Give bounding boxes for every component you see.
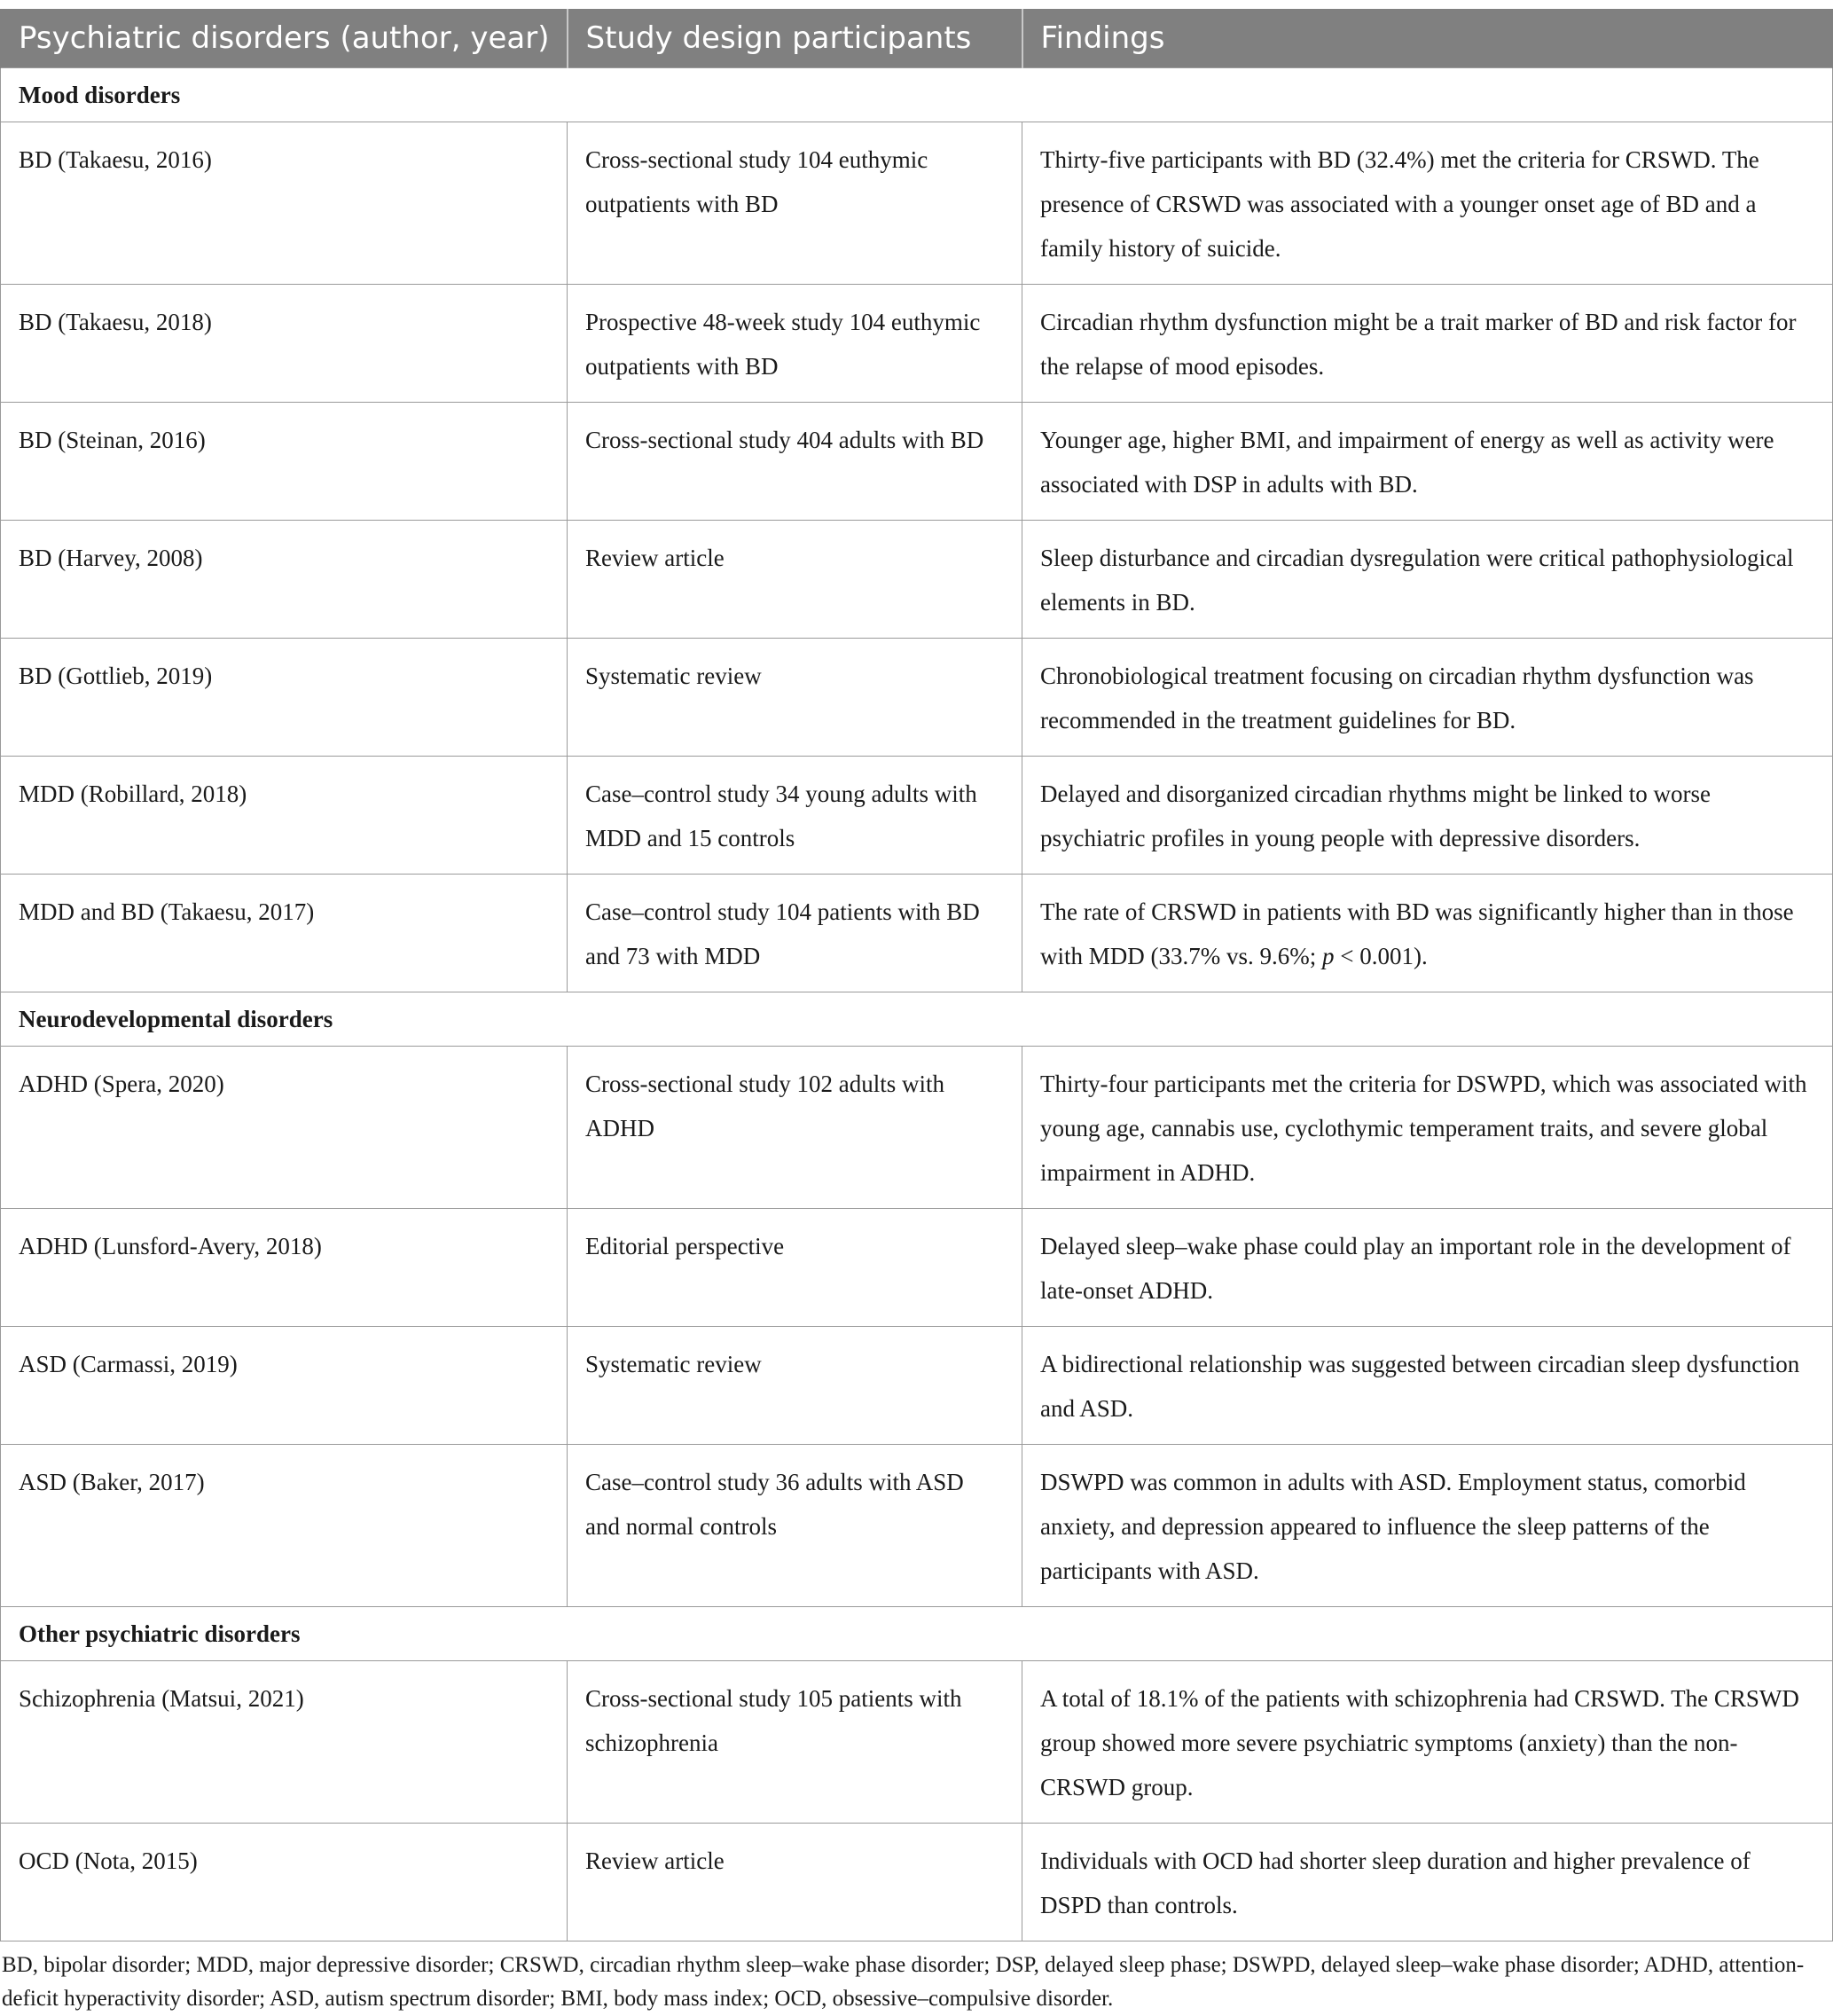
findings-text: The rate of CRSWD in patients with BD was significantly higher than in those with MDD (33.7% vs. 9.6%; bbox=[1040, 898, 1794, 969]
p-value-symbol: p bbox=[1322, 943, 1335, 969]
section-title: Other psychiatric disorders bbox=[1, 1607, 1833, 1661]
column-header-design: Study design participants bbox=[568, 9, 1022, 68]
findings-cell: Circadian rhythm dysfunction might be a trait marker of BD and risk factor for the relapse of mood episodes. bbox=[1022, 285, 1833, 403]
design-cell: Prospective 48-week study 104 euthymic outpatients with BD bbox=[568, 285, 1022, 403]
findings-cell: A bidirectional relationship was suggested between circadian sleep dysfunction and ASD. bbox=[1022, 1327, 1833, 1445]
column-header-findings: Findings bbox=[1022, 9, 1833, 68]
findings-cell: Thirty-four participants met the criteria for DSWPD, which was associated with young age, cannabis use, cyclothymic temperament traits, and severe global impairment in ADHD. bbox=[1022, 1047, 1833, 1209]
table-body bbox=[1, 68, 1833, 1941]
disorder-cell: ASD (Carmassi, 2019) bbox=[1, 1327, 568, 1445]
design-cell: Editorial perspective bbox=[568, 1209, 1022, 1327]
header-row bbox=[1, 9, 1833, 68]
design-cell: Systematic review bbox=[568, 1327, 1022, 1445]
section-row-other bbox=[1, 1607, 1833, 1661]
table-row bbox=[1, 521, 1833, 639]
disorder-cell: ASD (Baker, 2017) bbox=[1, 1445, 568, 1607]
table-row bbox=[1, 1445, 1833, 1607]
design-cell: Cross-sectional study 404 adults with BD bbox=[568, 403, 1022, 521]
column-header-disorder: Psychiatric disorders (author, year) bbox=[1, 9, 568, 68]
findings-cell: Chronobiological treatment focusing on circadian rhythm dysfunction was recommended in the treatment guidelines for BD. bbox=[1022, 639, 1833, 757]
findings-cell: Thirty-five participants with BD (32.4%) met the criteria for CRSWD. The presence of CRSWD was associated with a younger onset age of BD and a family history of suicide. bbox=[1022, 122, 1833, 285]
disorder-cell: OCD (Nota, 2015) bbox=[1, 1824, 568, 1941]
design-cell: Case–control study 34 young adults with MDD and 15 controls bbox=[568, 757, 1022, 875]
design-cell: Systematic review bbox=[568, 639, 1022, 757]
disorder-cell: BD (Steinan, 2016) bbox=[1, 403, 568, 521]
design-cell: Cross-sectional study 102 adults with ADHD bbox=[568, 1047, 1022, 1209]
table-header bbox=[1, 9, 1833, 68]
design-cell: Cross-sectional study 105 patients with schizophrenia bbox=[568, 1661, 1022, 1824]
table-row bbox=[1, 285, 1833, 403]
disorder-cell: ADHD (Lunsford-Avery, 2018) bbox=[1, 1209, 568, 1327]
disorder-cell: BD (Gottlieb, 2019) bbox=[1, 639, 568, 757]
findings-cell: Sleep disturbance and circadian dysregulation were critical pathophysiological elements in BD. bbox=[1022, 521, 1833, 639]
findings-cell: Delayed and disorganized circadian rhythms might be linked to worse psychiatric profiles in young people with depressive disorders. bbox=[1022, 757, 1833, 875]
table-container bbox=[0, 9, 1833, 2016]
literature-table bbox=[0, 9, 1833, 1941]
findings-cell: Delayed sleep–wake phase could play an important role in the development of late-onset ADHD. bbox=[1022, 1209, 1833, 1327]
disorder-cell: BD (Harvey, 2008) bbox=[1, 521, 568, 639]
findings-cell bbox=[1022, 875, 1833, 992]
table-row bbox=[1, 122, 1833, 285]
findings-text-end: < 0.001). bbox=[1334, 943, 1428, 969]
table-row bbox=[1, 1824, 1833, 1941]
design-cell: Review article bbox=[568, 521, 1022, 639]
disorder-cell: BD (Takaesu, 2018) bbox=[1, 285, 568, 403]
table-row bbox=[1, 403, 1833, 521]
table-row bbox=[1, 1661, 1833, 1824]
section-row-neurodevelopmental bbox=[1, 992, 1833, 1047]
table-row bbox=[1, 1047, 1833, 1209]
findings-cell: A total of 18.1% of the patients with schizophrenia had CRSWD. The CRSWD group showed more severe psychiatric symptoms (anxiety) than the non-CRSWD group. bbox=[1022, 1661, 1833, 1824]
disorder-cell: MDD and BD (Takaesu, 2017) bbox=[1, 875, 568, 992]
findings-cell: DSWPD was common in adults with ASD. Employment status, comorbid anxiety, and depression appeared to influence the sleep patterns of the participants with ASD. bbox=[1022, 1445, 1833, 1607]
disorder-cell: Schizophrenia (Matsui, 2021) bbox=[1, 1661, 568, 1824]
table-row bbox=[1, 875, 1833, 992]
design-cell: Case–control study 104 patients with BD and 73 with MDD bbox=[568, 875, 1022, 992]
design-cell: Case–control study 36 adults with ASD and normal controls bbox=[568, 1445, 1022, 1607]
table-footnote: BD, bipolar disorder; MDD, major depressive disorder; CRSWD, circadian rhythm sleep–wake phase disorder; DSP, delayed sleep phase; DSWPD, delayed sleep–wake phase disorder; ADHD, attention-deficit hyperactivity disorder; ASD, autism spectrum disorder; BMI, body mass index; OCD, obsessive–compulsive disorder. bbox=[2, 1953, 1805, 2011]
section-row-mood bbox=[1, 68, 1833, 122]
disorder-cell: MDD (Robillard, 2018) bbox=[1, 757, 568, 875]
table-row bbox=[1, 639, 1833, 757]
section-title: Mood disorders bbox=[1, 68, 1833, 122]
disorder-cell: BD (Takaesu, 2016) bbox=[1, 122, 568, 285]
design-cell: Cross-sectional study 104 euthymic outpatients with BD bbox=[568, 122, 1022, 285]
findings-cell: Younger age, higher BMI, and impairment of energy as well as activity were associated with DSP in adults with BD. bbox=[1022, 403, 1833, 521]
section-title: Neurodevelopmental disorders bbox=[1, 992, 1833, 1047]
design-cell: Review article bbox=[568, 1824, 1022, 1941]
table-row bbox=[1, 757, 1833, 875]
table-row bbox=[1, 1327, 1833, 1445]
table-row bbox=[1, 1209, 1833, 1327]
disorder-cell: ADHD (Spera, 2020) bbox=[1, 1047, 568, 1209]
findings-cell: Individuals with OCD had shorter sleep duration and higher prevalence of DSPD than controls. bbox=[1022, 1824, 1833, 1941]
